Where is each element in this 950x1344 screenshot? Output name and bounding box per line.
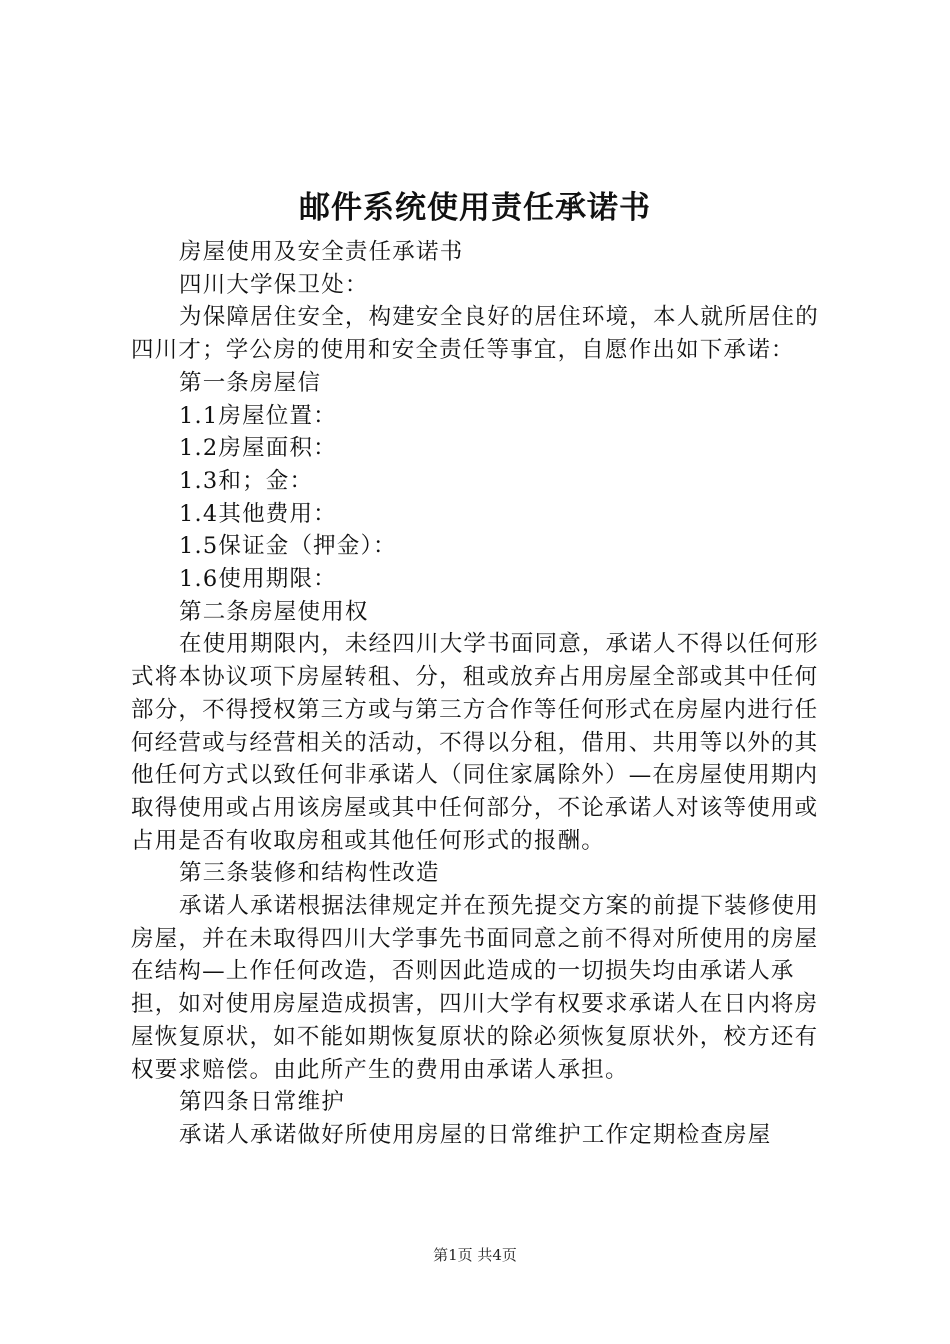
article-heading: 第二条房屋使用权 bbox=[179, 598, 369, 625]
article-heading: 第四条日常维护 bbox=[179, 1089, 345, 1116]
document-title: 邮件系统使用责任承诺书 bbox=[299, 190, 651, 226]
clause-item: 1.5保证金（押金）： bbox=[179, 533, 397, 560]
clause-item: 1.6使用期限： bbox=[179, 566, 337, 593]
clause-item: 1.2房屋面积： bbox=[179, 435, 337, 462]
page-number-footer: 第1页 共4页 bbox=[433, 1246, 517, 1264]
subtitle-paragraph: 房屋使用及安全责任承诺书 bbox=[179, 239, 464, 265]
article-heading: 第一条房屋信 bbox=[179, 369, 322, 396]
clause-item: 1.3和；金： bbox=[179, 467, 314, 494]
addressee-paragraph: 四川大学保卫处： bbox=[179, 271, 369, 298]
clause-item: 1.4其他费用： bbox=[179, 500, 337, 527]
body-paragraph: 承诺人承诺做好所使用房屋的日常维护工作定期检查房屋 bbox=[179, 1121, 772, 1148]
document-body bbox=[131, 236, 831, 1152]
body-paragraph: 承诺人承诺根据法律规定并在预先提交方案的前提下装修使用房屋，并在未取得四川大学事先书面同意之前不得对所使用的房屋在结构—上作任何改造，否则因此造成的一切损失均由承诺人承担，如对使用房屋造成损害，四川大学有权要求承诺人在日内将房屋恢复原状，如不能如期恢复原状的除必须恢复原状外，校方还有权要求赔偿。由此所产生的费用由承诺人承担。 bbox=[131, 893, 819, 1083]
intro-paragraph: 为保障居住安全，构建安全良好的居住环境，本人就所居住的四川才；学公房的使用和安全责任等事宜，自愿作出如下承诺： bbox=[131, 304, 819, 364]
article-heading: 第三条装修和结构性改造 bbox=[179, 860, 440, 887]
clause-item: 1.1房屋位置： bbox=[179, 402, 337, 429]
body-paragraph: 在使用期限内，未经四川大学书面同意，承诺人不得以任何形式将本协议项下房屋转租、分，租或放弃占用房屋全部或其中任何部分，不得授权第三方或与第三方合作等任何形式在房屋内进行任何经营或与经营相关的活动，不得以分租，借用、共用等以外的其他任何方式以致任何非承诺人（同住家属除外）—在房屋使用期内取得使用或占用该房屋或其中任何部分，不论承诺人对该等使用或占用是否有收取房租或其他任何形式的报酬。 bbox=[131, 631, 819, 854]
